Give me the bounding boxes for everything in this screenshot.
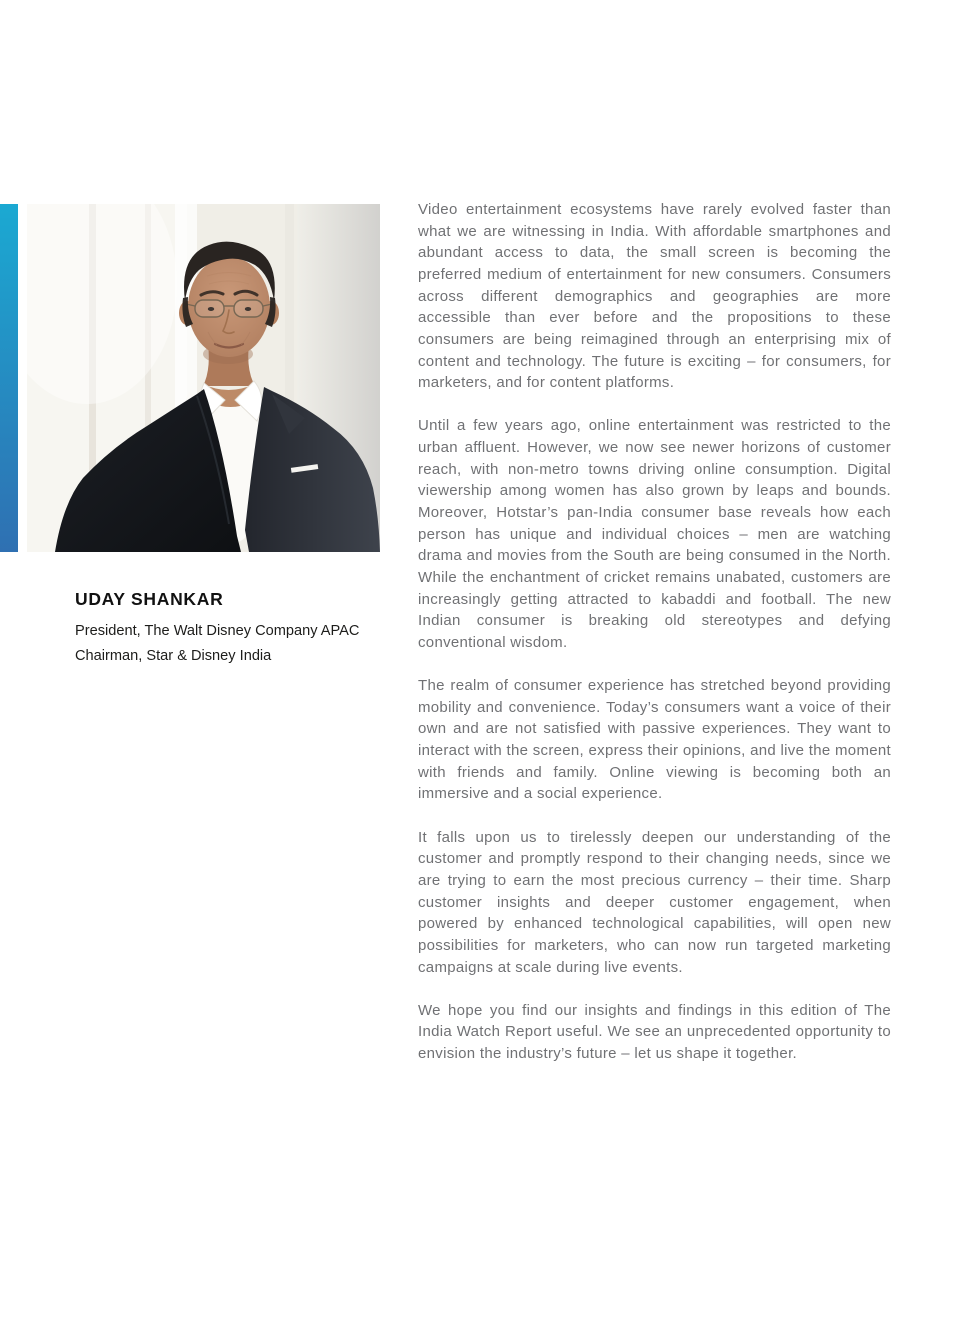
article-paragraph-3: The realm of consumer experience has stretched beyond providing mobility and convenience. Today’s consumers want a voice of their own and are not satisfied with passive experiences. They want to interact with the screen, express their opinions, and live the moment with friends and family. Online viewing is becoming both an immersive and a social experience.: [418, 677, 891, 803]
profile-title-line-2: Chairman, Star & Disney India: [75, 647, 272, 664]
article-paragraph-5: We hope you find our insights and findings in this edition of The India Watch Report useful. We see an unprecedented opportunity to envision the industry’s future – let us shape it together.: [418, 1001, 891, 1062]
article-text: [418, 199, 891, 1065]
article-paragraph-2: Until a few years ago, online entertainment was restricted to the urban affluent. However, we now see newer horizons of customer reach, with non-metro towns driving online consumption. Digital viewership among women has also grown by leaps and bounds. Moreover, Hotstar’s pan-India consumer base reveals how each person has unique and individual choices – men are watching drama and movies from the South are being consumed in the North. While the enchantment of cricket remains unabated, customers are increasingly getting attracted to kabaddi and football. The new Indian consumer is breaking old stereotypes and defying conventional wisdom.: [418, 417, 891, 651]
portrait-photo: [27, 204, 380, 552]
profile-name: UDAY SHANKAR: [75, 589, 224, 609]
portrait-illustration: [27, 204, 380, 552]
profile-caption: [75, 589, 405, 668]
profile-title-line-1: President, The Walt Disney Company APAC: [75, 623, 360, 639]
article-paragraph-1: Video entertainment ecosystems have rarely evolved faster than what we are witnessing in India. With affordable smartphones and abundant access to data, the small screen is becoming the preferred medium of entertainment for new consumers. Consumers across different demographics and geographies are more accessible than ever before and the propositions to these consumers are being reimagined through an enterprising mix of content and technology. The future is exciting – for consumers, for marketers, and for content platforms.: [418, 201, 891, 392]
accent-bar: [0, 204, 18, 552]
article-paragraph-4: It falls upon us to tirelessly deepen our understanding of the customer and promptly respond to their changing needs, since we are trying to earn the most precious currency – their time. Sharp customer insights and deeper customer engagement, when powered by enhanced technological capabilities, will open new possibilities for marketers, who can now run targeted marketing campaigns at scale during live events.: [418, 828, 891, 976]
